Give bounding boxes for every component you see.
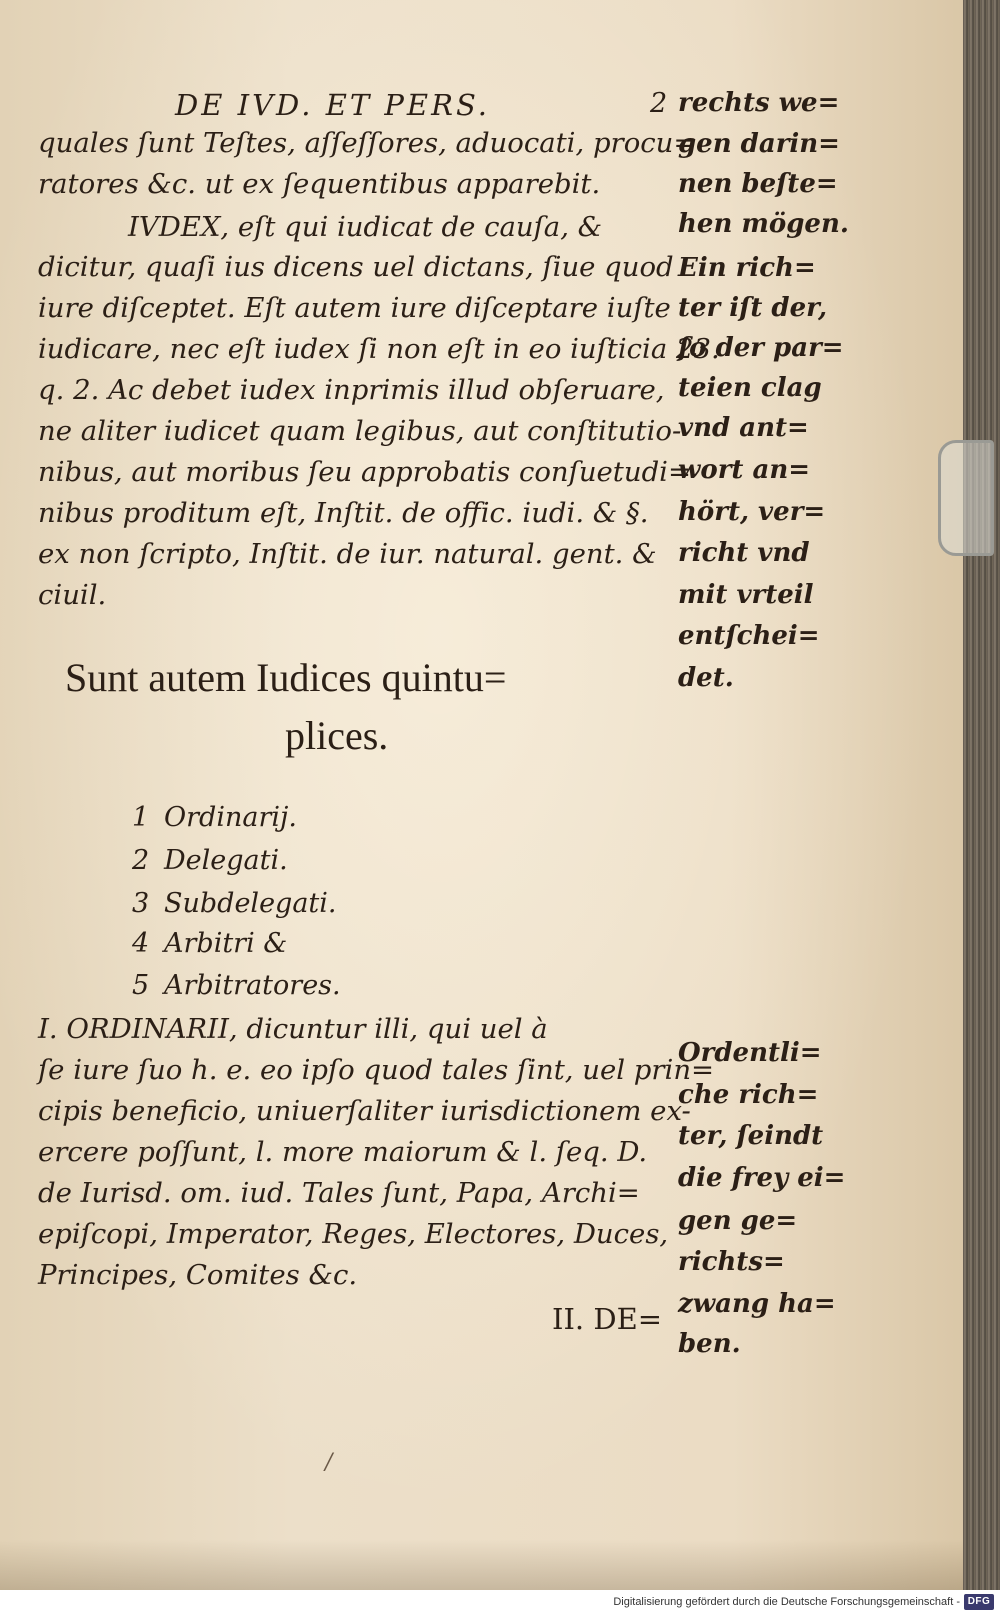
list-item: 1 Ordinarij. xyxy=(132,802,297,833)
margin-line: die frey ei= xyxy=(678,1163,846,1193)
list-item: 5 Arbitratores. xyxy=(132,970,341,1001)
margin-line: ter iſt der, xyxy=(678,293,828,323)
book-fore-edge xyxy=(963,0,1000,1590)
page-clip xyxy=(938,440,994,556)
margin-line: ſo der par= xyxy=(678,333,844,363)
section-title: Sunt autem Iudices quintu= xyxy=(65,655,507,700)
text-line: de Iurisd. om. iud. Tales ſunt, Papa, Archi= xyxy=(38,1177,640,1209)
stray-mark: / xyxy=(325,1450,333,1475)
text-line: ciuil. xyxy=(38,579,107,611)
margin-line: ter, ſeindt xyxy=(678,1121,824,1151)
footer-bar xyxy=(0,1590,1000,1618)
text-line: ſe iure ſuo h. e. eo ipſo quod tales ſint, uel prin= xyxy=(38,1054,715,1086)
margin-line: Ein rich= xyxy=(678,253,816,283)
margin-line: Ordentli= xyxy=(678,1038,822,1068)
text-line: ratores &c. ut ex ſequentibus apparebit. xyxy=(38,168,601,200)
text-line: iure diſceptet. Eſt autem iure diſceptare iuſte xyxy=(38,292,671,324)
text-line: ercere poſſunt, l. more maiorum & l. ſeq. D. xyxy=(38,1136,648,1168)
margin-line: che rich= xyxy=(678,1080,819,1110)
text-line: nibus proditum eſt, Inſtit. de offic. iudi. & §. xyxy=(38,497,649,529)
margin-line: ben. xyxy=(678,1329,741,1359)
margin-line: vnd ant= xyxy=(678,413,809,443)
margin-line: rechts we= xyxy=(678,88,840,118)
footer-credit: Digitalisierung gefördert durch die Deutsche Forschungsgemeinschaft - xyxy=(613,1596,960,1608)
margin-line: det. xyxy=(678,663,734,693)
margin-line: richts= xyxy=(678,1247,785,1277)
margin-line: hen mögen. xyxy=(678,209,849,239)
running-head: DE IVD. ET PERS. xyxy=(175,88,490,122)
text-line: dicitur, quaſi ius dicens uel dictans, ſiue quod xyxy=(38,251,674,283)
margin-line: gen ge= xyxy=(678,1206,798,1236)
catchword: II. DE= xyxy=(552,1302,663,1336)
margin-line: zwang ha= xyxy=(678,1289,836,1319)
text-line: epiſcopi, Imperator, Reges, Electores, Duces, xyxy=(38,1218,669,1250)
text-line: Principes, Comites &c. xyxy=(38,1259,358,1291)
list-item: 4 Arbitri & xyxy=(132,928,288,959)
text-line: I. ORDINARII, dicuntur illi, qui uel à xyxy=(38,1013,548,1045)
page-shadow xyxy=(0,1540,975,1590)
margin-line: wort an= xyxy=(678,455,811,485)
list-item: 2 Delegati. xyxy=(132,845,288,876)
margin-line: gen darin= xyxy=(678,129,840,159)
list-item: 3 Subdelegati. xyxy=(132,888,337,919)
text-line: q. 2. Ac debet iudex inprimis illud obſeruare, xyxy=(38,374,665,406)
section-title-continued: plices. xyxy=(285,713,389,758)
text-line: ne aliter iudicet quam legibus, aut conſtitutio- xyxy=(38,415,682,447)
text-line: IVDEX, eſt qui iudicat de cauſa, & xyxy=(128,211,603,243)
margin-line: nen beſte= xyxy=(678,169,838,199)
margin-line: mit vrteil xyxy=(678,580,814,610)
text-line: ex non ſcripto, Inſtit. de iur. natural. gent. & xyxy=(38,538,657,570)
text-line: nibus, aut moribus ſeu approbatis conſuetudi= xyxy=(38,456,692,488)
dfg-logo-icon: DFG xyxy=(964,1594,994,1610)
page-number: 2 xyxy=(650,88,668,119)
text-line: iudicare, nec eſt iudex ſi non eſt in eo iuſticia 23. xyxy=(38,333,720,365)
margin-line: richt vnd xyxy=(678,538,810,568)
margin-line: teien clag xyxy=(678,373,822,403)
text-line: quales ſunt Teſtes, aſſeſſores, aduocati, procu= xyxy=(38,127,697,159)
margin-line: entſchei= xyxy=(678,621,820,651)
text-line: cipis beneficio, uniuerſaliter iurisdictionem ex- xyxy=(38,1095,691,1127)
margin-line: hört, ver= xyxy=(678,497,826,527)
